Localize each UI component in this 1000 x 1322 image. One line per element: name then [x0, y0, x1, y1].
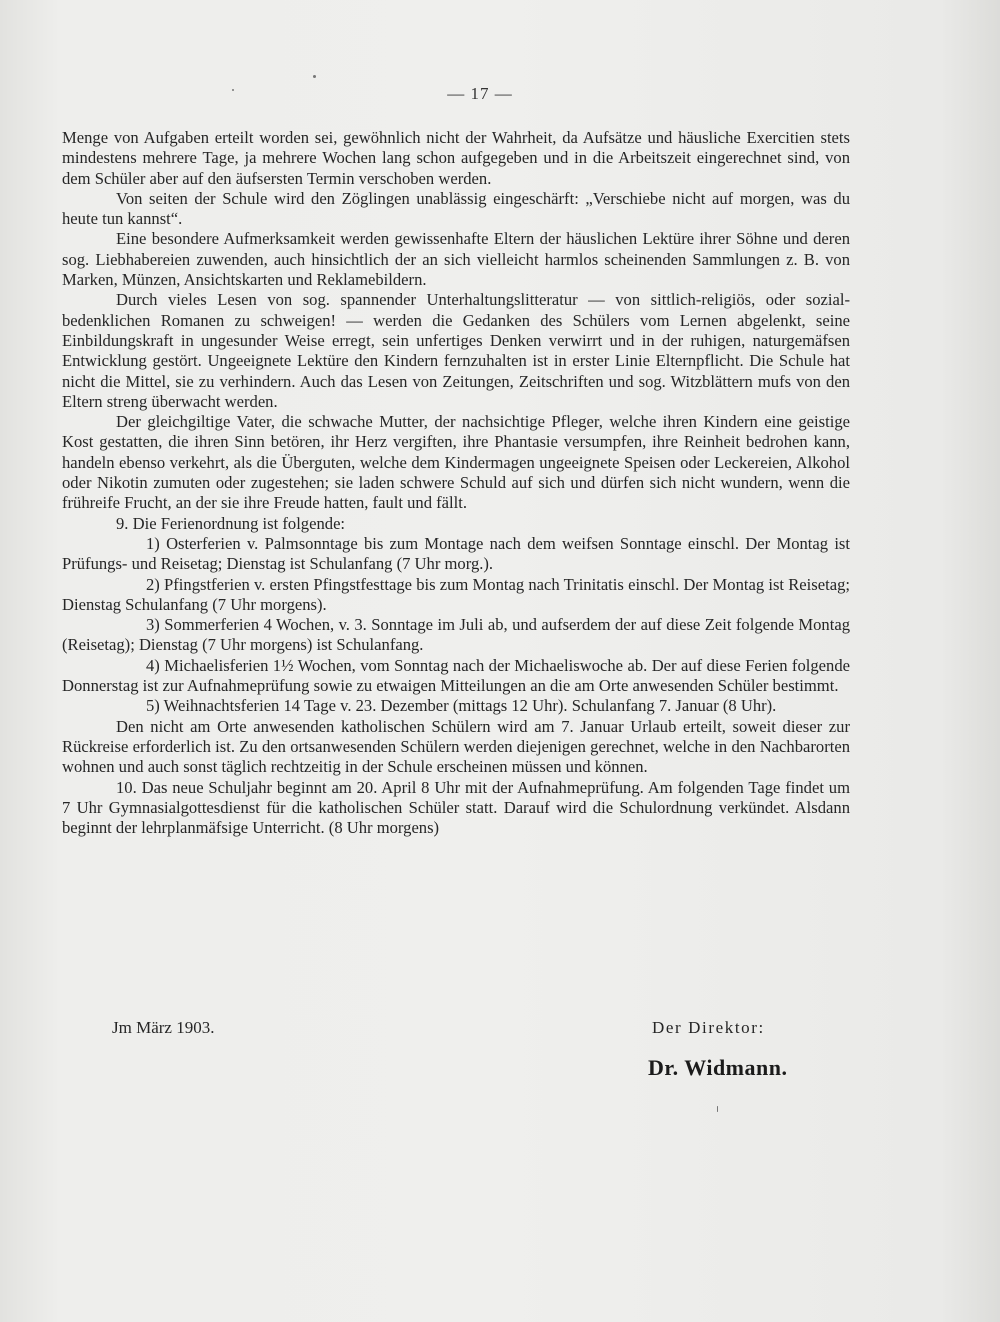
holiday-easter: 1) Osterferien v. Palmsonntage bis zum Montage nach dem weifsen Sonntage einschl. Der Montag ist Prüfungs- und Reisetag; Dienstag ist Schulanfang (7 Uhr morg.). [62, 533, 850, 574]
director-signature: Dr. Widmann. [648, 1055, 788, 1080]
print-speck [313, 75, 316, 78]
paragraph-homework: Menge von Aufgaben erteilt worden sei, gewöhnlich nicht der Wahrheit, da Aufsätze und häusliche Exercitien stets mindestens mehrere Tage, ja mehrere Wochen lang schon aufgegeben und in die Arbeitszeit eingerechnet sind, von dem Schüler aber auf den äufsersten Termin verschoben werden. [62, 128, 850, 188]
print-speck [232, 89, 234, 91]
director-label: Der Direktor: [652, 1018, 765, 1037]
page-number: — 17 — [447, 84, 513, 103]
paragraph-catholic-leave: Den nicht am Orte anwesenden katholischen Schülern wird am 7. Januar Urlaub erteilt, soweit dieser zur Rückreise erforderlich ist. Zu den ortsanwesenden Schülern werden diejenigen gerechnet, welche in den Nachbarorten wohnen und auch sonst täglich rechtzeitig in der Schule erscheinen müssen und können. [62, 716, 850, 777]
holiday-christmas: 5) Weihnachtsferien 14 Tage v. 23. Dezember (mittags 12 Uhr). Schulanfang 7. Januar (8 Uhr). [146, 696, 777, 716]
holiday-heading: 9. Die Ferienordnung ist folgende: [116, 513, 346, 533]
paragraph-reading-attention: Eine besondere Aufmerksamkeit werden gewissenhafte Eltern der häuslichen Lektüre ihrer Söhne und deren sog. Liebhabereien zuwenden, auch hinsichtlich der an sich vielleicht harmlos scheinenden Sammlungen z. B. von Marken, Münzen, Ansichtskarten und Reklamebildern. [62, 229, 850, 290]
holiday-pentecost: 2) Pfingstferien v. ersten Pfingstfesttage bis zum Montag nach Trinitatis einschl. Der Montag ist Reisetag; Dienstag Schulanfang (7 Uhr morgens). [62, 574, 850, 614]
paragraph-procrastination: Von seiten der Schule wird den Zöglingen unablässig eingeschärft: „Verschiebe nicht auf morgen, was du heute tun kannst“. [62, 188, 850, 229]
date-line: Jm März 1903. [112, 1018, 215, 1037]
holiday-summer: 3) Sommerferien 4 Wochen, v. 3. Sonntage im Juli ab, und aufserdem der auf diese Zeit folgende Montag (Reisetag); Dienstag (7 Uhr morgens) ist Schulanfang. [62, 615, 850, 655]
body-text [62, 128, 850, 838]
print-speck [717, 1106, 718, 1112]
paragraph-new-school-year: 10. Das neue Schuljahr beginnt am 20. April 8 Uhr mit der Aufnahmeprüfung. Am folgenden Tage findet um 7 Uhr Gymnasialgottesdienst für die katholischen Schüler statt. Darauf wird die Schulordnung verkündet. Alsdann beginnt der lehrplanmäfsige Unterricht. (8 Uhr morgens) [62, 777, 850, 838]
paragraph-parents: Der gleichgiltige Vater, die schwache Mutter, der nachsichtige Pfleger, welche ihren Kindern eine geistige Kost gestatten, die ihren Sinn betören, ihr Herz vergiften, ihre Phantasie versumpfen, ihre Reinheit bedrohen kann, handeln ebenso verkehrt, als die Überguten, welche dem Kindermagen ungeeignete Speisen oder Leckereien, Alkohol oder Nikotin zumuten oder zugestehen; sie laden schwere Schuld auf sich und dürfen sich nicht wundern, wenn die frühreife Frucht, an der sie ihre Freude hatten, fault und fällt. [62, 412, 850, 513]
holiday-michaelmas: 4) Michaelisferien 1½ Wochen, vom Sonntag nach der Michaeliswoche ab. Der auf diese Ferien folgende Donnerstag ist zur Aufnahmeprüfung sowie zu etwaigen Mitteilungen an die am Orte anwesenden Schüler bestimmt. [62, 655, 850, 696]
paragraph-novels: Durch vieles Lesen von sog. spannender Unterhaltungslitteratur — von sittlich-religiös, oder sozial-bedenklichen Romanen zu schweigen! — werden die Gedanken des Schülers vom Lernen abgelenkt, seine Einbildungskraft in ungesunder Weise erregt, sein unfertiges Denken verwirrt und in der ruhigen, naturgemäfsen Entwicklung gestört. Ungeeignete Lektüre den Kindern fernzuhalten ist in erster Linie Elternpflicht. Die Schule hat nicht die Mittel, sie zu verhindern. Auch das Lesen von Zeitungen, Zeitschriften und sog. Witzblättern mufs von den Eltern streng überwacht werden. [62, 290, 850, 411]
